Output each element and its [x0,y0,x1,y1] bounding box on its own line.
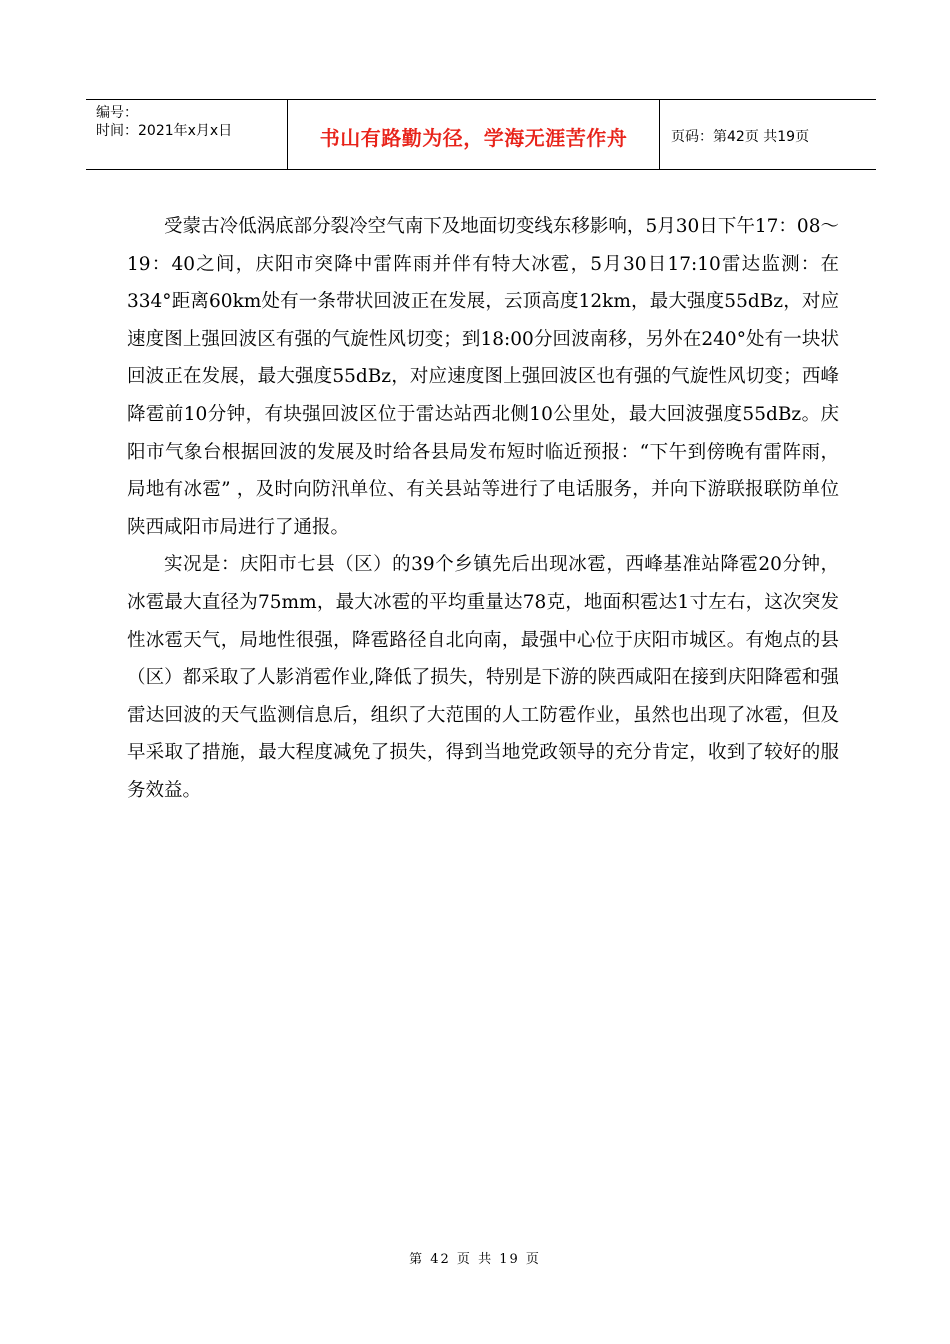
document-number-label: 编号： [96,105,138,121]
body-paragraph-1: 受蒙古冷低涡底部分裂冷空气南下及地面切变线东移影响，5月30日下午17：08～19：40之间，庆阳市突降中雷阵雨并伴有特大冰雹，5月30日17:10雷达监测：在334°距离60km处有一条带状回波正在发展，云顶高度12km，最大强度55dBz，对应速度图上强回波区有强的气旋性风切变；到18:00分回波南移，另外在240°处有一块状回波正在发展，最大强度55dBz，对应速度图上强回波区也有强的气旋性风切变；西峰降雹前10分钟，有块强回波区位于雷达站西北侧10公里处，最大回波强度55dBz。庆阳市气象台根据回波的发展及时给各县局发布短时临近预报：“下午到傍晚有雷阵雨，局地有冰雹” ，及时向防汛单位、有关县站等进行了电话服务，并向下游联报联防单位陕西咸阳市局进行了通报。 [127,216,839,538]
document-time-label: 时间：2021年x月x日 [96,123,233,139]
header-page-number: 页码：第42页 共19页 [671,129,810,145]
header-page-cell [660,100,876,169]
header-meta-cell [86,100,287,169]
header-motto-cell [287,100,660,169]
page-footer: 第 42 页 共 19 页 [409,1252,541,1267]
document-body [127,208,839,810]
header-motto: 书山有路勤为径，学海无涯苦作舟 [319,126,628,150]
page-header [86,99,876,170]
body-paragraph-2: 实况是：庆阳市七县（区）的39个乡镇先后出现冰雹，西峰基准站降雹20分钟，冰雹最大直径为75mm，最大冰雹的平均重量达78克，地面积雹达1寸左右，这次突发性冰雹天气，局地性很强，降雹路径自北向南，最强中心位于庆阳市城区。有炮点的县（区）都采取了人影消雹作业,降低了损失，特别是下游的陕西咸阳在接到庆阳降雹和强雷达回波的天气监测信息后，组织了大范围的人工防雹作业，虽然也出现了冰雹，但及早采取了措施，最大程度减免了损失，得到当地党政领导的充分肯定，收到了较好的服务效益。 [127,554,839,801]
